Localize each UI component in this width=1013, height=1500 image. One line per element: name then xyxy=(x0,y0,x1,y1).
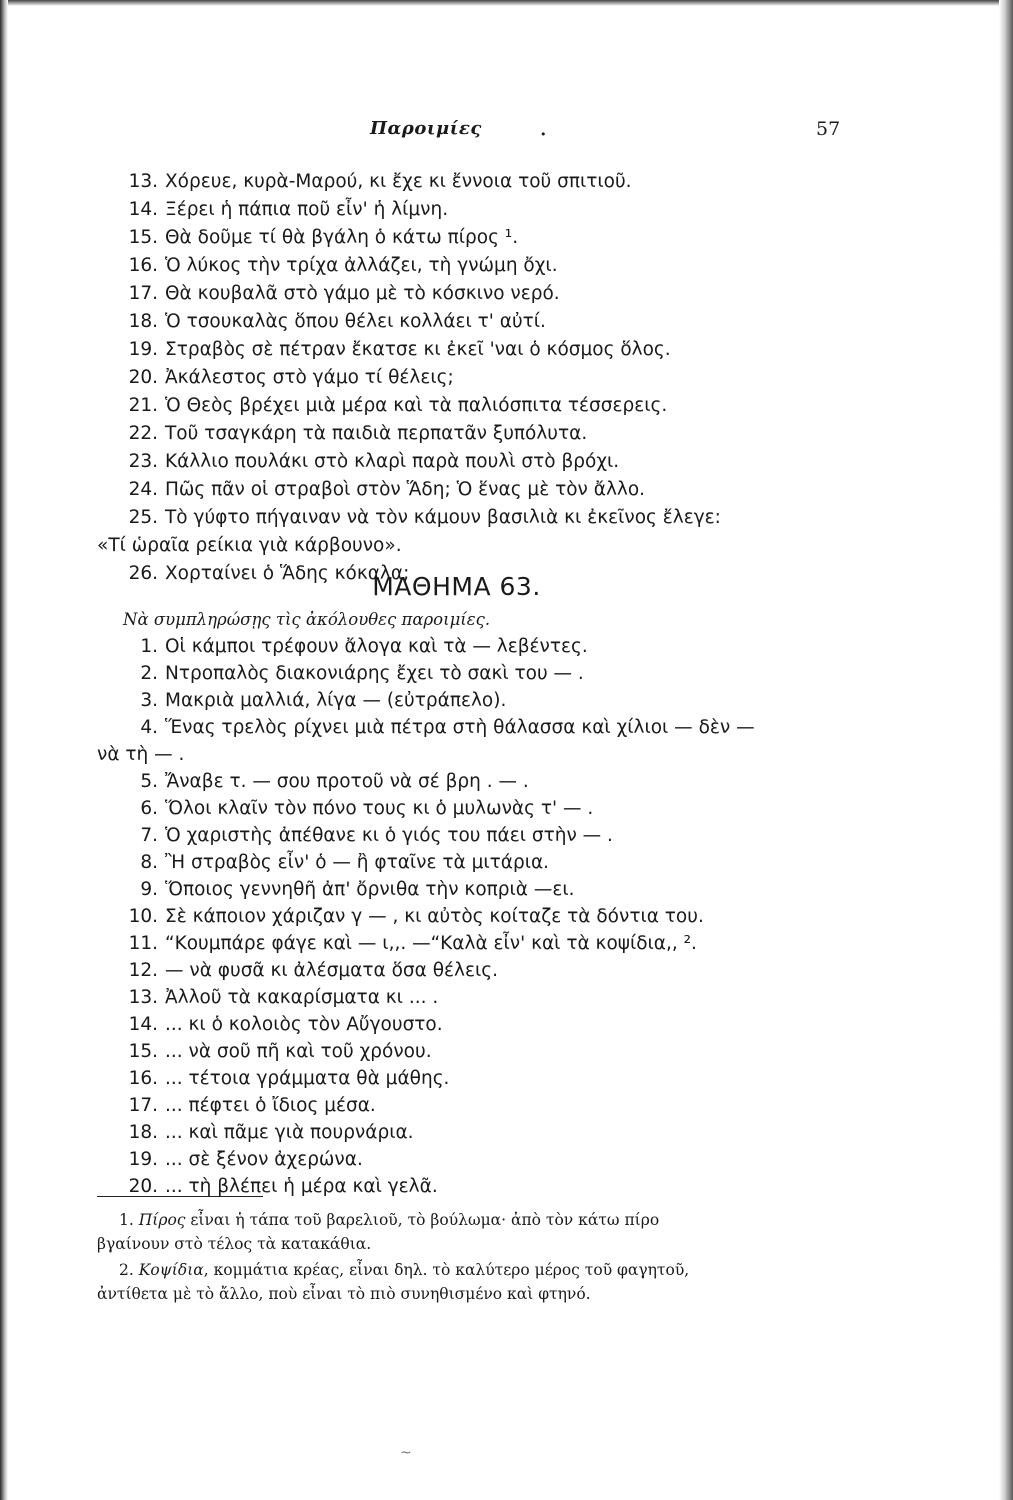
exercise-line xyxy=(118,713,878,743)
line-text: Οἱ κάμποι τρέφουν ἄλογα καὶ τὰ — λεβέντες. xyxy=(165,636,588,657)
line-number: 1. xyxy=(140,636,158,657)
line-number: 6. xyxy=(140,798,158,819)
line-text: ... πέφτει ὁ ἴδιος μέσα. xyxy=(165,1095,376,1116)
line-number: 13. xyxy=(128,987,158,1008)
line-number: 17. xyxy=(128,1095,158,1116)
line-text: Ἢ στραβὸς εἶν' ὁ — ἢ φταῖνε τὰ μιτάρια. xyxy=(165,852,550,873)
line-text: «Τί ὡραῖα ρείκια γιὰ κάρβουνο». xyxy=(97,535,402,556)
footnote-rule xyxy=(97,1196,263,1197)
line-text: Χορταίνει ὁ Ἅδης κόκαλα; xyxy=(165,563,410,584)
proverb-line xyxy=(118,167,878,197)
exercise-line xyxy=(118,1145,878,1175)
line-number: 13. xyxy=(128,171,158,192)
line-text: Ὅλοι κλαῖν τὸν πόνο τους κι ὁ μυλωνὰς τ' — . xyxy=(165,798,594,819)
line-number: 11. xyxy=(128,933,158,954)
line-text: Ἀκάλεστος στὸ γάμο τί θέλεις; xyxy=(165,367,454,388)
line-number: 15. xyxy=(128,227,158,248)
line-number: 17. xyxy=(128,283,158,304)
page-top-edge xyxy=(0,0,1013,6)
line-text: ... τέτοια γράμματα θὰ μάθης. xyxy=(165,1068,450,1089)
line-text: Πῶς πᾶν οἱ στραβοὶ στὸν Ἅδη; Ὁ ἕνας μὲ τὸν ἄλλο. xyxy=(165,479,646,500)
proverb-line-continuation xyxy=(97,531,857,561)
footnote-1 xyxy=(97,1208,877,1256)
exercise-line xyxy=(118,1010,878,1040)
proverb-line xyxy=(118,279,878,309)
line-number: 8. xyxy=(140,852,158,873)
line-number: 20. xyxy=(128,1176,158,1197)
proverb-line xyxy=(118,223,878,253)
line-number: 23. xyxy=(128,451,158,472)
exercise-line xyxy=(118,659,878,689)
exercise-line xyxy=(118,1118,878,1148)
line-text: Ὁ χαριστὴς ἀπέθανε κι ὁ γιός του πάει στὴν — . xyxy=(165,825,613,846)
footnote-text: , κομμάτια κρέας, εἶναι δηλ. τὸ καλύτερο μέρος τοῦ φαγητοῦ, xyxy=(203,1261,690,1279)
page-header xyxy=(0,118,1013,144)
proverb-line xyxy=(118,335,878,365)
exercise-line xyxy=(118,821,878,851)
exercise-line xyxy=(118,1064,878,1094)
line-number: 16. xyxy=(128,1068,158,1089)
exercise-line xyxy=(118,902,878,932)
footnote-term: Κοψίδια xyxy=(138,1261,204,1279)
exercise-line xyxy=(118,848,878,878)
line-number: 16. xyxy=(128,255,158,276)
bottom-smudge: ~ xyxy=(400,1445,412,1461)
exercise-line xyxy=(118,983,878,1013)
line-text: Ἀλλοῦ τὰ κακαρίσματα κι ... . xyxy=(165,987,439,1008)
proverb-line xyxy=(118,251,878,281)
page-number: 57 xyxy=(816,118,841,140)
line-number: 24. xyxy=(128,479,158,500)
line-number: 18. xyxy=(128,311,158,332)
exercise-line xyxy=(118,1172,878,1202)
exercise-line xyxy=(118,956,878,986)
stray-dot: • xyxy=(540,128,547,141)
footnote-2 xyxy=(97,1258,877,1306)
exercise-line xyxy=(118,686,878,716)
line-number: 5. xyxy=(140,771,158,792)
line-text: Ὅποιος γεννηθῆ ἀπ' ὄρνιθα τὴν κοπριὰ —ει. xyxy=(165,879,575,900)
exercise-line xyxy=(118,632,878,662)
line-text: ... τὴ βλέπει ἡ μέρα καὶ γελᾶ. xyxy=(165,1176,438,1197)
line-text: Στραβὸς σὲ πέτραν ἔκατσε κι ἐκεῖ 'ναι ὁ κόσμος ὅλος. xyxy=(165,339,671,360)
line-number: 21. xyxy=(128,395,158,416)
exercise-line xyxy=(118,794,878,824)
lesson-instruction: Νὰ συμπληρώσῃς τὶς ἀκόλουθες παροιμίες. xyxy=(123,610,491,629)
line-text: Ὁ τσουκαλὰς ὅπου θέλει κολλάει τ' αὐτί. xyxy=(165,311,546,332)
footnote-number: 2. xyxy=(119,1261,134,1279)
line-text: Τὸ γύφτο πήγαιναν νὰ τὸν κάμουν βασιλιὰ κι ἐκεῖνος ἔλεγε: xyxy=(165,507,721,528)
line-number: 3. xyxy=(140,690,158,711)
running-title: Παροιμίες xyxy=(370,118,482,139)
line-text: Ὁ Θεὸς βρέχει μιὰ μέρα καὶ τὰ παλιόσπιτα τέσσερεις. xyxy=(165,395,668,416)
exercise-line xyxy=(118,875,878,905)
line-text: Ντροπαλὸς διακονιάρης ἔχει τὸ σακὶ του — . xyxy=(165,663,584,684)
footnote-term: Πίρος xyxy=(138,1211,186,1229)
line-number: 9. xyxy=(140,879,158,900)
proverb-line xyxy=(118,475,878,505)
page-left-edge xyxy=(0,0,8,1500)
line-text: Ἕνας τρελὸς ρίχνει μιὰ πέτρα στὴ θάλασσα καὶ χίλιοι — δὲν — xyxy=(165,717,755,738)
line-text: ... καὶ πᾶμε γιὰ πουρνάρια. xyxy=(165,1122,414,1143)
line-number: 25. xyxy=(128,507,158,528)
line-number: 12. xyxy=(128,960,158,981)
line-number: 20. xyxy=(128,367,158,388)
footnote-line xyxy=(97,1258,877,1282)
line-text: Χόρευε, κυρὰ-Μαρού, κι ἔχε κι ἔννοια τοῦ σπιτιοῦ. xyxy=(165,171,632,192)
line-text: ... κι ὁ κολοιὸς τὸν Αὔγουστο. xyxy=(165,1014,443,1035)
proverb-line xyxy=(118,419,878,449)
line-text: Τοῦ τσαγκάρη τὰ παιδιὰ περπατᾶν ξυπόλυτα. xyxy=(165,423,588,444)
line-number: 22. xyxy=(128,423,158,444)
exercise-line xyxy=(118,1091,878,1121)
line-number: 7. xyxy=(140,825,158,846)
footnote-number: 1. xyxy=(119,1211,134,1229)
line-number: 18. xyxy=(128,1122,158,1143)
line-number: 10. xyxy=(128,906,158,927)
proverb-line xyxy=(118,363,878,393)
lesson-title: ΜΑΘΗΜΑ 63. xyxy=(372,572,541,601)
line-number: 15. xyxy=(128,1041,158,1062)
line-text: νὰ τὴ — . xyxy=(97,744,185,765)
footnote-line: βγαίνουν στὸ τέλος τὰ κατακάθια. xyxy=(97,1235,372,1253)
footnote-line: ἀντίθετα μὲ τὸ ἄλλο, ποὺ εἶναι τὸ πιὸ συνηθισμένο καὶ φτηνό. xyxy=(97,1285,591,1303)
line-text: “Κουμπάρε φάγε καὶ — ι,,. —“Καλὰ εἶν' καὶ τὰ κοψίδια,, ². xyxy=(165,933,697,954)
line-text: Ἄναβε τ. — σου προτοῦ νὰ σέ βρη . — . xyxy=(165,771,529,792)
line-number: 14. xyxy=(128,1014,158,1035)
proverb-line xyxy=(118,447,878,477)
proverb-line xyxy=(118,391,878,421)
line-text: Θὰ κουβαλᾶ στὸ γάμο μὲ τὸ κόσκινο νερό. xyxy=(165,283,560,304)
proverb-line xyxy=(118,307,878,337)
line-text: Θὰ δοῦμε τί θὰ βγάλη ὁ κάτω πίρος ¹. xyxy=(165,227,519,248)
line-text: Ξέρει ἡ πάπια ποῦ εἶν' ἡ λίμνη. xyxy=(165,199,449,220)
line-number: 26. xyxy=(128,563,158,584)
line-number: 14. xyxy=(128,199,158,220)
line-text: Ὁ λύκος τὴν τρίχα ἀλλάζει, τὴ γνώμη ὄχι. xyxy=(165,255,558,276)
footnote-line xyxy=(97,1208,877,1232)
line-number: 19. xyxy=(128,1149,158,1170)
page-right-edge xyxy=(999,0,1013,1500)
exercise-line xyxy=(118,767,878,797)
line-text: Σὲ κάποιον χάριζαν γ — , κι αὐτὸς κοίταζε τὰ δόντια του. xyxy=(165,906,704,927)
proverb-line xyxy=(118,195,878,225)
line-text: ... νὰ σοῦ πῆ καὶ τοῦ χρόνου. xyxy=(165,1041,432,1062)
line-number: 4. xyxy=(140,717,158,738)
line-text: — νὰ φυσᾶ κι ἀλέσματα ὅσα θέλεις. xyxy=(165,960,498,981)
line-number: 19. xyxy=(128,339,158,360)
line-text: Κάλλιο πουλάκι στὸ κλαρὶ παρὰ πουλὶ στὸ βρόχι. xyxy=(165,451,620,472)
exercise-line xyxy=(118,929,878,959)
line-text: Μακριὰ μαλλιά, λίγα — (εὐτράπελο). xyxy=(165,690,507,711)
line-number: 2. xyxy=(140,663,158,684)
footnote-text: εἶναι ἡ τάπα τοῦ βαρελιοῦ, τὸ βούλωμα· ἀπὸ τὸν κάτω πίρο xyxy=(190,1211,660,1229)
proverb-line xyxy=(118,503,878,533)
line-text: ... σὲ ξένον ἀχερώνα. xyxy=(165,1149,363,1170)
exercise-line-continuation xyxy=(97,740,857,770)
exercise-line xyxy=(118,1037,878,1067)
